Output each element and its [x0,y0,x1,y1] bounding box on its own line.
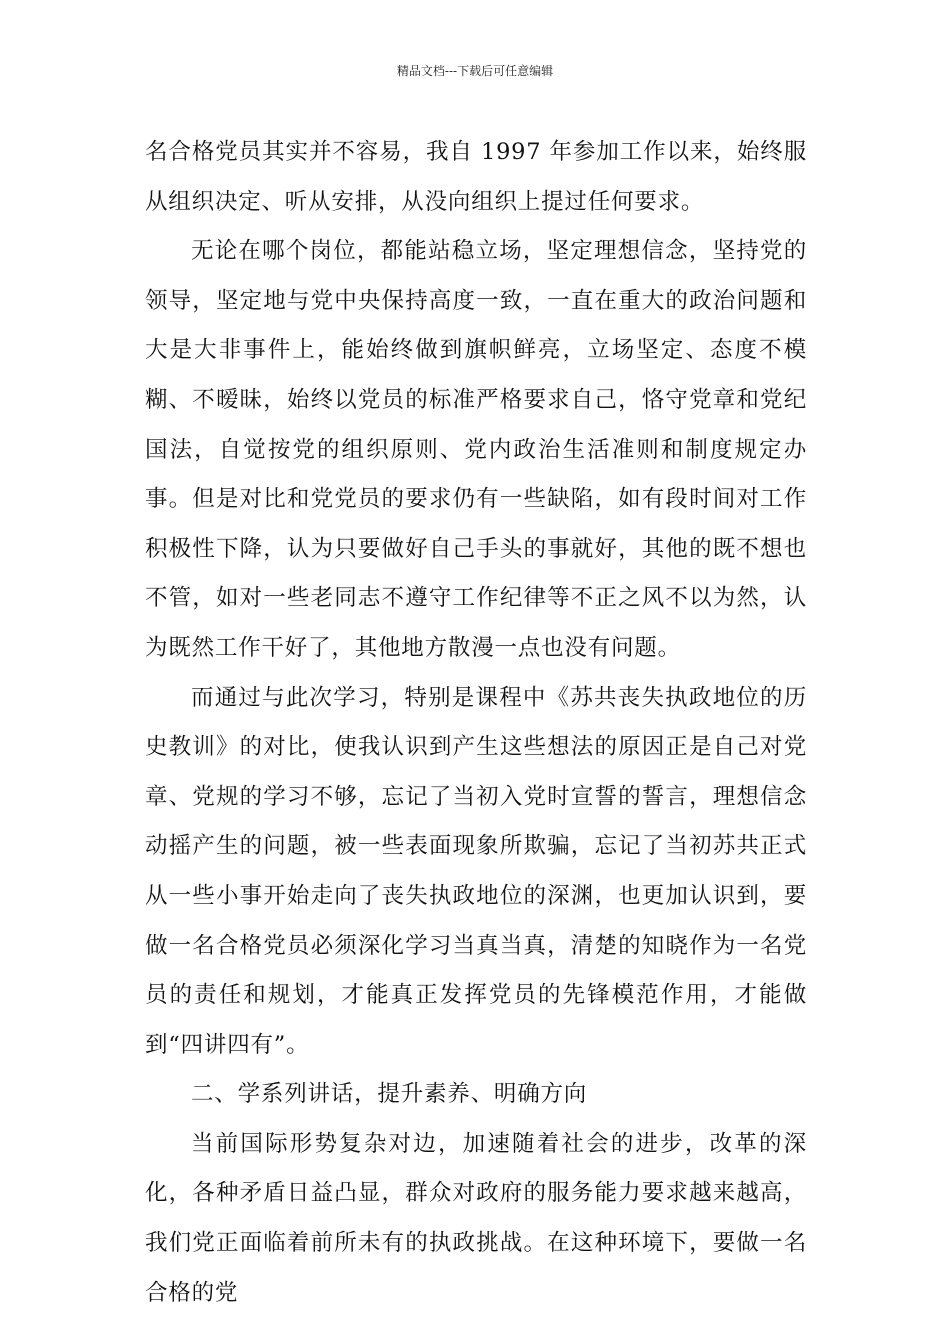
paragraph-3: 而通过与此次学习，特别是课程中《苏共丧失执政地位的历史教训》的对比，使我认识到产生这些想法的原因正是自己对党章、党规的学习不够，忘记了当初入党时宣誓的誓言，理想信念动摇产生的问题，被一些表面现象所欺骗，忘记了当初苏共正式从一些小事开始走向了丧失执政地位的深渊，也更加认识到，要做一名合格党员必须深化学习当真当真，清楚的知晓作为一名党员的责任和规划，才能真正发挥党员的先锋模范作用，才能做到“四讲四有”。 [145,684,807,1058]
section-heading-2: 二、学系列讲话，提升素养、明确方向 [191,1081,588,1108]
page-header: 精品文档---下载后可任意编辑 [396,64,554,78]
document-body [145,128,807,1318]
paragraph-2: 无论在哪个岗位，都能站稳立场，坚定理想信念，坚持党的领导，坚定地与党中央保持高度一致，一直在重大的政治问题和大是大非事件上，能始终做到旗帜鲜亮，立场坚定、态度不模糊、不暧昧，始终以党员的标准严格要求自己，恪守党章和党纪国法，自觉按党的组织原则、党内政治生活准则和制度规定办事。但是对比和党党员的要求仍有一些缺陷，如有段时间对工作积极性下降，认为只要做好自己手头的事就好，其他的既不想也不管，如对一些老同志不遵守工作纪律等不正之风不以为然，认为既然工作干好了，其他地方散漫一点也没有问题。 [145,238,807,661]
paragraph-4: 当前国际形势复杂对边，加速随着社会的进步，改革的深化，各种矛盾日益凸显，群众对政府的服务能力要求越来越高，我们党正面临着前所未有的执政挑战。在这种环境下，要做一名合格的党 [145,1130,807,1306]
paragraph-1: 名合格党员其实并不容易，我自 1997 年参加工作以来，始终服从组织决定、听从安排，从没向组织上提过任何要求。 [145,139,807,215]
